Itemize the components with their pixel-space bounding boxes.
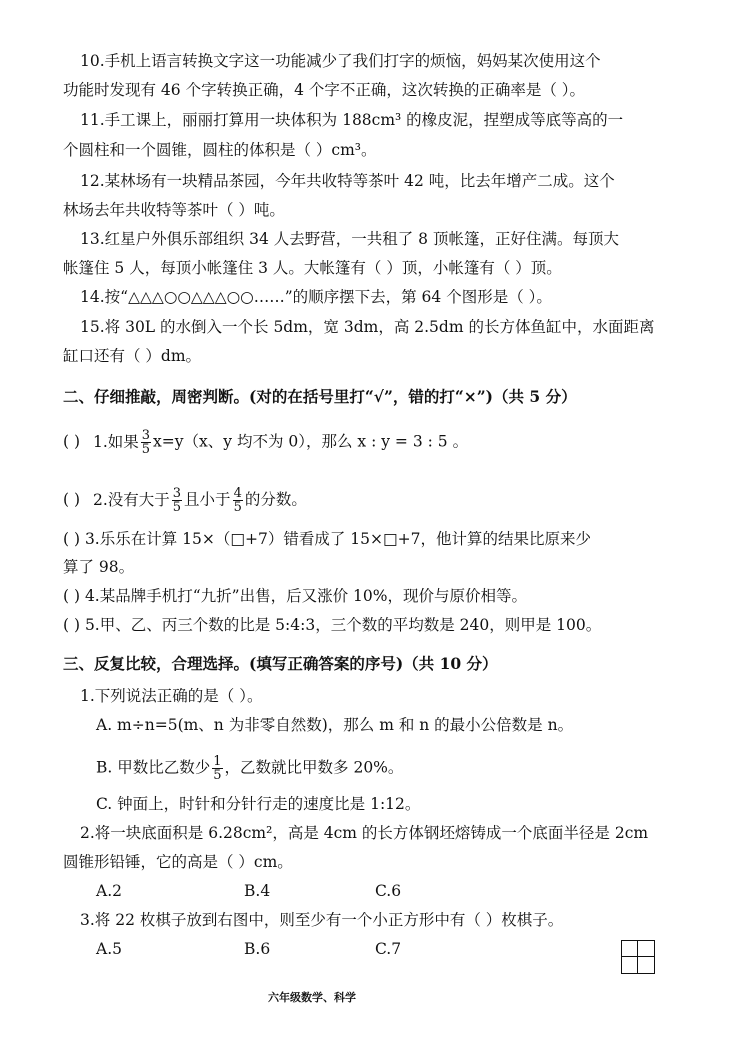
fraction-denominator: 5 bbox=[141, 442, 151, 457]
q12-line1: 12.某林场有一块精品茶园，今年共收特等茶叶 42 吨，比去年增产二成。这个 bbox=[80, 172, 615, 190]
option-b-fraction bbox=[212, 755, 222, 782]
choice-2-option-c[interactable]: C.6 bbox=[375, 882, 402, 900]
choice-3-option-a[interactable]: A.5 bbox=[96, 940, 122, 958]
judge-2-post: 的分数。 bbox=[244, 490, 307, 509]
choice-2-option-b[interactable]: B.4 bbox=[244, 882, 271, 900]
judge-2 bbox=[63, 487, 307, 514]
q15-line2: 缸口还有（ ）dm。 bbox=[63, 347, 202, 365]
page-footer: 六年级数学、科学 bbox=[268, 991, 356, 1004]
option-b-post: ，乙数就比甲数多 20%。 bbox=[224, 758, 404, 777]
judge-1-paren[interactable]: ( ) bbox=[63, 432, 81, 451]
judge-1-pre: 1.如果 bbox=[92, 432, 139, 451]
choice-2-line2: 圆锥形铅锤，它的高是（ ）cm。 bbox=[63, 853, 293, 871]
fraction-denominator: 5 bbox=[213, 768, 222, 783]
fraction-numerator: 4 bbox=[233, 486, 242, 501]
judge-1-fraction bbox=[141, 429, 151, 456]
judge-3-line1: ( ) 3.乐乐在计算 15×（□+7）错看成了 15×□+7，他计算的结果比原来少 bbox=[63, 530, 592, 548]
q14-line1: 14.按“△△△○○△△△○○……”的顺序摆下去，第 64 个图形是（ ）。 bbox=[80, 288, 552, 306]
choice-2-option-a[interactable]: A.2 bbox=[96, 882, 122, 900]
fraction-denominator: 5 bbox=[172, 500, 182, 515]
judge-2-mid: 且小于 bbox=[184, 490, 231, 509]
choice-3-stem: 3.将 22 枚棋子放到右图中，则至少有一个小正方形中有（ ）枚棋子。 bbox=[80, 911, 564, 929]
judge-3-line2: 算了 98。 bbox=[63, 558, 135, 576]
section3-heading: 三、反复比较，合理选择。(填写正确答案的序号)（共 10 分） bbox=[63, 654, 498, 673]
q15-line1: 15.将 30L 的水倒入一个长 5dm，宽 3dm，高 2.5dm 的长方体鱼缸中，水面距离 bbox=[80, 318, 655, 336]
grid-vertical-divider bbox=[637, 941, 638, 973]
q13-line2: 帐篷住 5 人，每顶小帐篷住 3 人。大帐篷有（ ）顶，小帐篷有（ ）顶。 bbox=[63, 259, 562, 277]
fraction-numerator: 3 bbox=[172, 486, 182, 501]
choice-3-option-c[interactable]: C.7 bbox=[375, 940, 402, 958]
fraction-numerator: 1 bbox=[213, 754, 222, 769]
judge-2-paren[interactable]: ( ) bbox=[63, 490, 81, 509]
option-b-pre: B. 甲数比乙数少 bbox=[96, 758, 211, 777]
choice-3-option-b[interactable]: B.6 bbox=[244, 940, 271, 958]
q11-line1: 11.手工课上，丽丽打算用一块体积为 188cm³ 的橡皮泥，捏塑成等底等高的一 bbox=[80, 111, 624, 129]
judge-2-fraction-1 bbox=[172, 487, 182, 514]
judge-1 bbox=[63, 429, 468, 456]
choice-2-line1: 2.将一块底面积是 6.28cm²，高是 4cm 的长方体钢坯熔铸成一个底面半径是 2cm bbox=[80, 824, 649, 842]
judge-5: ( ) 5.甲、乙、丙三个数的比是 5:4:3，三个数的平均数是 240，则甲是 100。 bbox=[63, 616, 602, 634]
judge-4: ( ) 4.某品牌手机打“九折”出售，后又涨价 10%，现价与原价相等。 bbox=[63, 587, 527, 605]
fraction-denominator: 5 bbox=[233, 500, 242, 515]
q11-line2: 个圆柱和一个圆锥，圆柱的体积是（ ）cm³。 bbox=[63, 141, 377, 159]
choice-1-stem: 1.下列说法正确的是（ ）。 bbox=[80, 687, 263, 705]
grid-horizontal-divider bbox=[622, 956, 654, 957]
choice-1-option-b[interactable] bbox=[96, 755, 403, 782]
judge-1-rest: x=y（x、y 均不为 0），那么 x : y = 3 : 5 。 bbox=[153, 432, 469, 451]
q10-line1: 10.手机上语言转换文字这一功能减少了我们打字的烦恼，妈妈某次使用这个 bbox=[80, 52, 601, 70]
choice-1-option-c[interactable]: C. 钟面上，时针和分针行走的速度比是 1:12。 bbox=[96, 795, 421, 813]
square-grid-figure bbox=[621, 940, 655, 974]
q12-line2: 林场去年共收特等茶叶（ ）吨。 bbox=[63, 201, 285, 219]
judge-2-fraction-2 bbox=[233, 487, 243, 514]
q10-line2: 功能时发现有 46 个字转换正确，4 个字不正确，这次转换的正确率是（ ）。 bbox=[63, 81, 586, 99]
choice-1-option-a[interactable]: A. m÷n=5(m、n 为非零自然数)，那么 m 和 n 的最小公倍数是 n。 bbox=[96, 716, 574, 734]
section2-heading: 二、仔细推敲，周密判断。(对的在括号里打“√”，错的打“×”)（共 5 分） bbox=[63, 387, 577, 406]
judge-2-pre: 2.没有大于 bbox=[92, 490, 170, 509]
q13-line1: 13.红星户外俱乐部组织 34 人去野营，一共租了 8 顶帐篷，正好住满。每顶大 bbox=[80, 230, 619, 248]
fraction-numerator: 3 bbox=[141, 428, 151, 443]
